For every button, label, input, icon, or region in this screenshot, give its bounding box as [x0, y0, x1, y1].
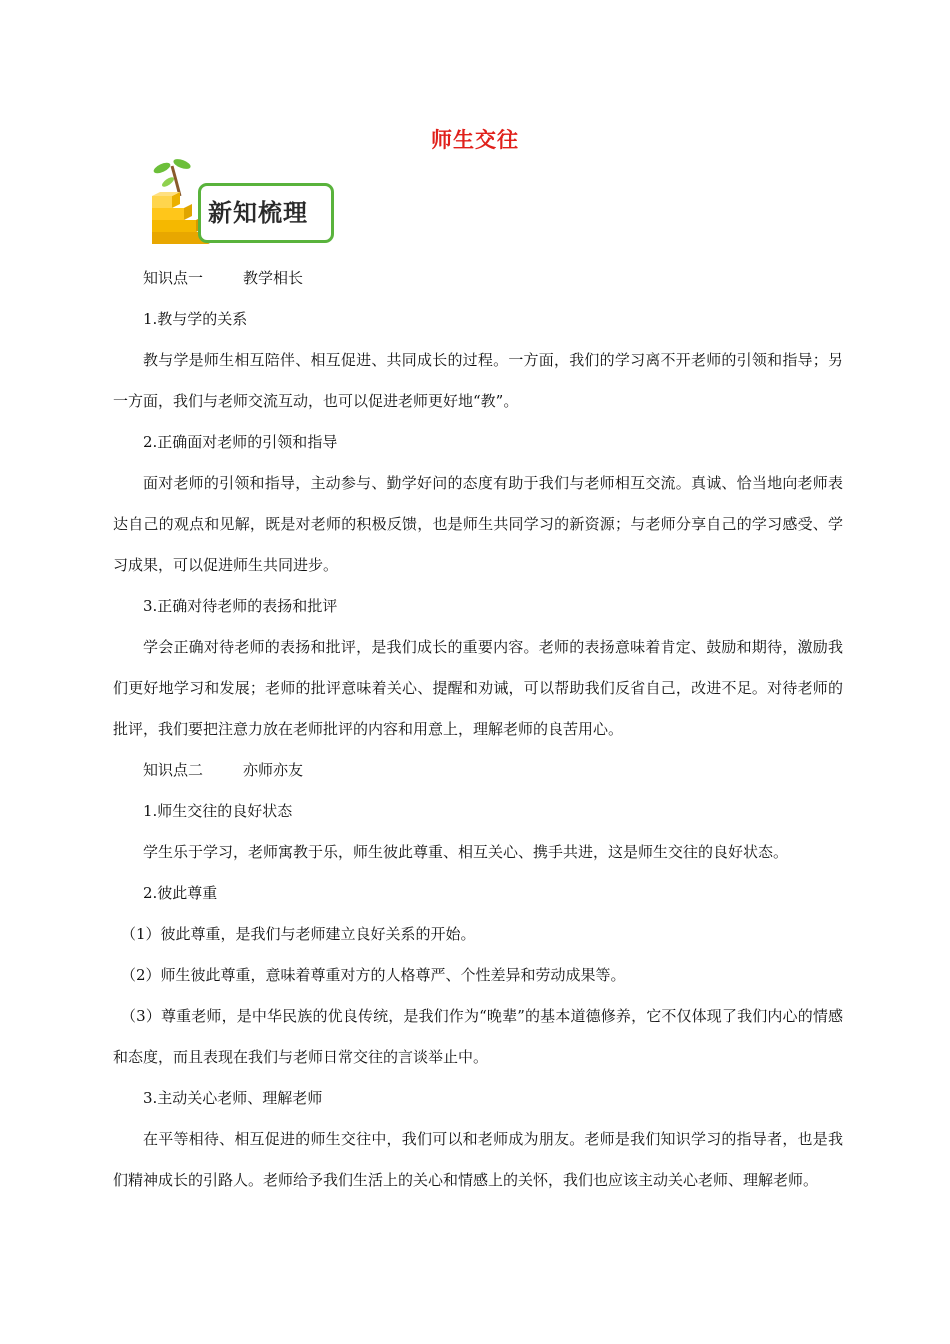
kp1-s2-heading: 2.正确面对老师的引领和指导	[143, 433, 338, 451]
kp1-title: 教学相长	[243, 269, 304, 287]
kp2-s1-body: 学生乐于学习，老师寓教于乐，师生彼此尊重、相互关心、携手共进，这是师生交往的良好状态。	[143, 843, 789, 861]
kp2-s2-item-1: （1）彼此尊重，是我们与老师建立良好关系的开始。	[121, 925, 476, 943]
kp2-label: 知识点二	[143, 761, 204, 779]
page-title: 师生交往	[431, 128, 519, 152]
kp2-s2-item-2: （2）师生彼此尊重，意味着尊重对方的人格尊严、个性差异和劳动成果等。	[121, 966, 626, 984]
knowledge-point-1-heading	[113, 258, 843, 299]
kp2-s2-heading: 2.彼此尊重	[143, 884, 218, 902]
kp1-label: 知识点一	[143, 269, 204, 287]
banner-label: 新知梳理	[208, 199, 308, 227]
document-body	[113, 258, 843, 1201]
kp1-s1-body: 教与学是师生相互陪伴、相互促进、共同成长的过程。一方面，我们的学习离不开老师的引领和指导；另一方面，我们与老师交流互动，也可以促进老师更好地“教”。	[113, 351, 843, 410]
kp1-s3-body: 学会正确对待老师的表扬和批评，是我们成长的重要内容。老师的表扬意味着肯定、鼓励和期待，激励我们更好地学习和发展；老师的批评意味着关心、提醒和劝诫，可以帮助我们反省自己，改进不足。对待老师的批评，我们要把注意力放在老师批评的内容和用意上，理解老师的良苦用心。	[113, 638, 843, 738]
section-banner	[146, 156, 338, 246]
kp1-s3-heading: 3.正确对待老师的表扬和批评	[143, 597, 338, 615]
kp1-s1-heading: 1.教与学的关系	[143, 310, 248, 328]
kp2-title: 亦师亦友	[243, 761, 304, 779]
kp2-s1-heading: 1.师生交往的良好状态	[143, 802, 293, 820]
kp1-s2-body: 面对老师的引领和指导，主动参与、勤学好问的态度有助于我们与老师相互交流。真诚、恰当地向老师表达自己的观点和见解，既是对老师的积极反馈，也是师生共同学习的新资源；与老师分享自己的学习感受、学习成果，可以促进师生共同进步。	[113, 474, 843, 574]
kp2-s3-body: 在平等相待、相互促进的师生交往中，我们可以和老师成为朋友。老师是我们知识学习的指导者，也是我们精神成长的引路人。老师给予我们生活上的关心和情感上的关怀，我们也应该主动关心老师、理解老师。	[113, 1130, 843, 1189]
knowledge-point-2-heading	[113, 750, 843, 791]
kp2-s3-heading: 3.主动关心老师、理解老师	[143, 1089, 323, 1107]
kp2-s2-item-3: （3）尊重老师，是中华民族的优良传统，是我们作为“晚辈”的基本道德修养，它不仅体现了我们内心的情感和态度，而且表现在我们与老师日常交往的言谈举止中。	[113, 1007, 843, 1066]
